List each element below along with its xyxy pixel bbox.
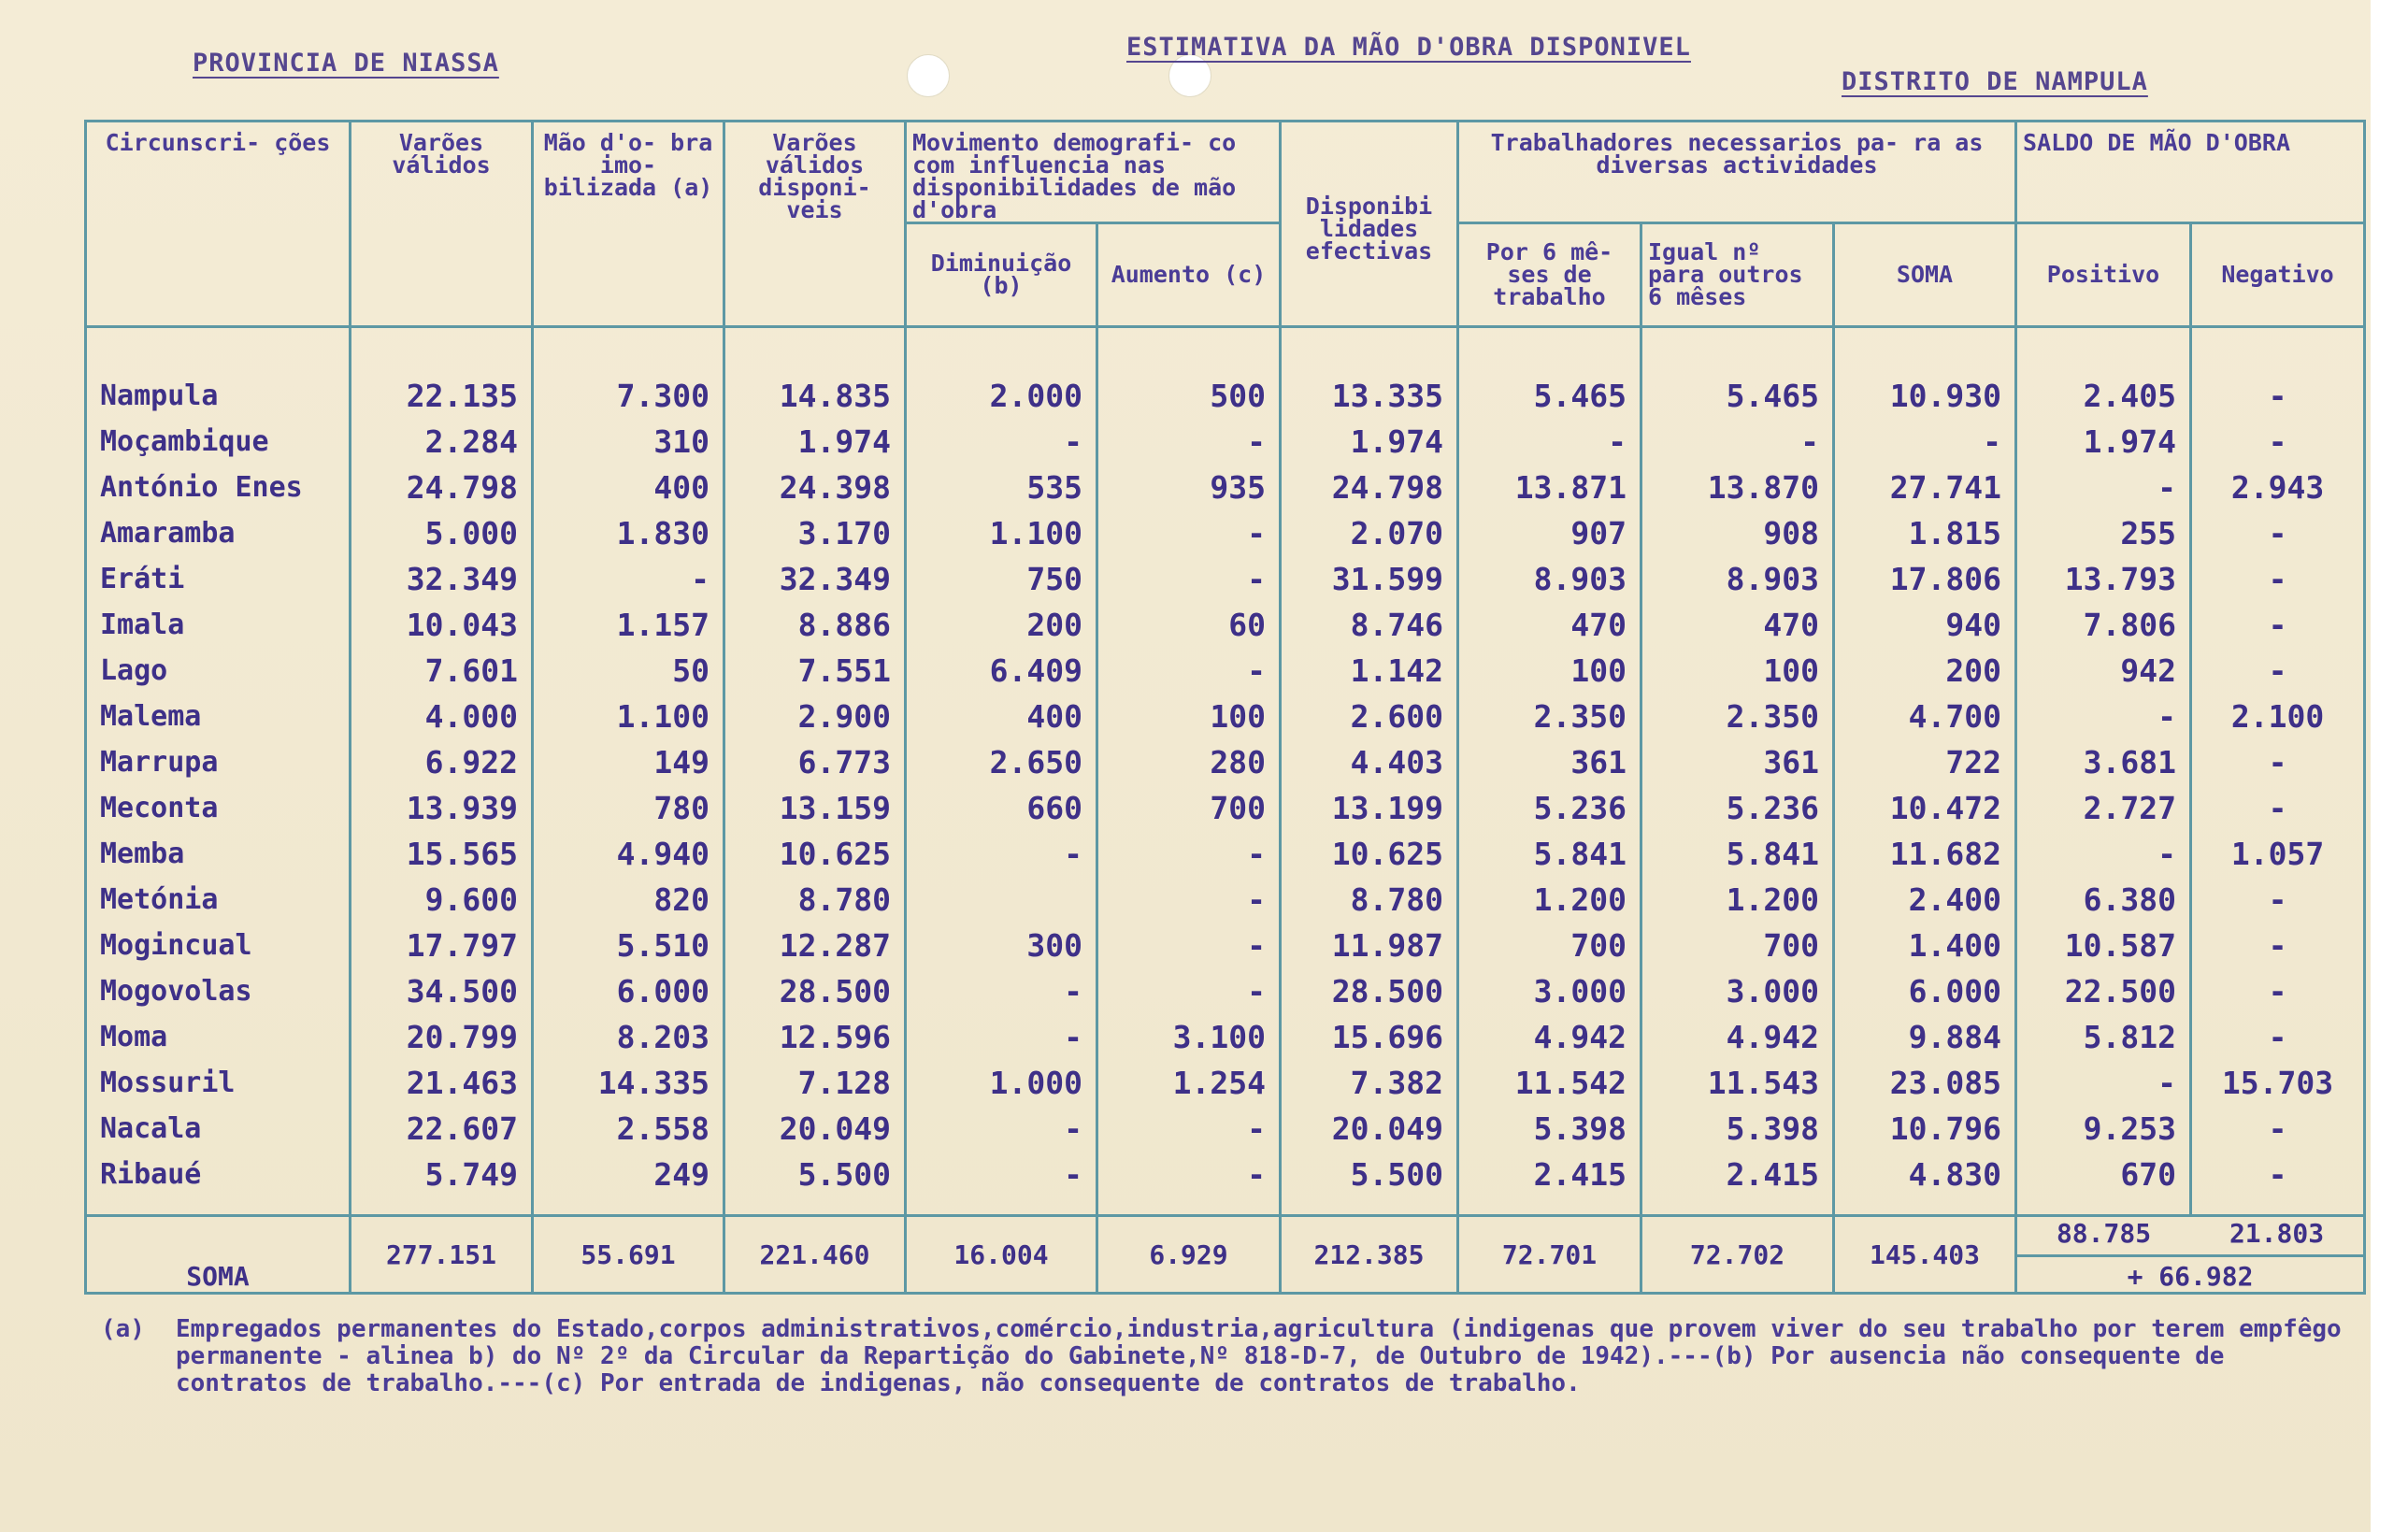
cell-igual: 2.415: [1726, 1156, 1819, 1193]
cell-aum: -: [1247, 836, 1266, 872]
cell-neg: -: [2268, 790, 2287, 826]
cell-efect: 13.199: [1331, 790, 1443, 826]
cell-aum: 700: [1210, 790, 1266, 826]
circunscricao-name: Eráti: [100, 563, 185, 595]
cell-imob: 1.157: [616, 607, 710, 643]
circunscricao-name: Amaramba: [100, 517, 236, 550]
footnote: [101, 1315, 2363, 1397]
cell-imob: 149: [653, 744, 710, 780]
circunscricao-name: Marrupa: [100, 746, 219, 779]
cell-validos: 9.600: [424, 881, 518, 918]
circunscricao-name: Mogovolas: [100, 975, 252, 1008]
cell-igual: 5.398: [1726, 1110, 1819, 1147]
imob-column: [533, 327, 724, 1216]
circunscricao-name: Lago: [100, 654, 168, 687]
cell-p6: 5.841: [1533, 836, 1627, 872]
cell-efect: 31.599: [1331, 561, 1443, 597]
cell-disp: 3.170: [797, 515, 891, 551]
cell-soma: 27.741: [1889, 469, 2002, 506]
cell-aum: -: [1247, 652, 1266, 689]
cell-igual: 13.870: [1707, 469, 1819, 506]
cell-p6: 470: [1570, 607, 1627, 643]
cell-dim: -: [1064, 836, 1082, 872]
footnote-label: (a): [101, 1315, 145, 1343]
district-heading: DISTRITO DE NAMPULA: [1842, 67, 2148, 96]
cell-p6: -: [1608, 423, 1627, 460]
cell-imob: 14.335: [597, 1065, 710, 1101]
cell-imob: 7.300: [616, 378, 710, 414]
cell-disp: 28.500: [779, 973, 891, 1009]
cell-dim: 400: [1026, 698, 1082, 735]
cell-efect: 1.974: [1350, 423, 1443, 460]
cell-validos: 4.000: [424, 698, 518, 735]
cell-neg: -: [2268, 973, 2287, 1009]
cell-dim: 660: [1026, 790, 1082, 826]
circunscricao-name: Nampula: [100, 379, 219, 412]
col-aumento: Aumento (c): [1097, 223, 1281, 327]
cell-validos: 22.135: [406, 378, 518, 414]
cell-dim: -: [1064, 1019, 1082, 1055]
cell-igual: 2.350: [1726, 698, 1819, 735]
totals-label: SOMA: [86, 1216, 351, 1294]
cell-validos: 2.284: [424, 423, 518, 460]
cell-validos: 17.797: [406, 927, 518, 964]
cell-disp: 14.835: [779, 378, 891, 414]
cell-efect: 11.987: [1331, 927, 1443, 964]
col-por-6-meses: Por 6 mê- ses de trabalho: [1458, 223, 1641, 327]
cell-neg: -: [2268, 515, 2287, 551]
cell-dim: [920, 877, 1082, 923]
col-movimento-demografico: Movimento demografi- co com influencia nas disponibilidades de mão d'obra: [906, 122, 1281, 223]
cell-pos: -: [2157, 698, 2177, 735]
cell-pos: 255: [2120, 515, 2177, 551]
cell-p6: 4.942: [1533, 1019, 1627, 1055]
total-positivo: 88.785: [2056, 1217, 2152, 1249]
aum-column: [1097, 327, 1281, 1216]
col-disponibilidades: Disponibi lidades efectivas: [1281, 122, 1458, 327]
circunscricao-name: Meconta: [100, 792, 219, 824]
cell-p6: 11.542: [1514, 1065, 1627, 1101]
cell-soma: 940: [1945, 607, 2002, 643]
cell-imob: 1.830: [616, 515, 710, 551]
neg-column: [2191, 327, 2365, 1216]
col-trabalhadores: Trabalhadores necessarios pa- ra as diversas actividades: [1458, 122, 2016, 223]
cell-soma: 722: [1945, 744, 2002, 780]
cell-neg: -: [2268, 423, 2287, 460]
cell-aum: 500: [1210, 378, 1266, 414]
cell-aum: -: [1247, 927, 1266, 964]
cell-aum: -: [1247, 881, 1266, 918]
cell-efect: 10.625: [1331, 836, 1443, 872]
cell-p6: 5.398: [1533, 1110, 1627, 1147]
circunscricao-name: Mogincual: [100, 929, 252, 962]
table-body-row: [86, 327, 2365, 1216]
cell-efect: 2.600: [1350, 698, 1443, 735]
col-negativo: Negativo: [2191, 223, 2365, 327]
cell-aum: -: [1247, 973, 1266, 1009]
cell-disp: 12.596: [779, 1019, 891, 1055]
cell-dim: 750: [1026, 561, 1082, 597]
cell-disp: 13.159: [779, 790, 891, 826]
cell-aum: -: [1247, 1156, 1266, 1193]
cell-pos: 6.380: [2083, 881, 2177, 918]
cell-p6: 1.200: [1533, 881, 1627, 918]
cell-igual: 361: [1763, 744, 1819, 780]
cell-pos: 9.253: [2083, 1110, 2177, 1147]
efect-column: [1281, 327, 1458, 1216]
cell-dim: -: [1064, 1110, 1082, 1147]
cell-efect: 7.382: [1350, 1065, 1443, 1101]
cell-p6: 13.871: [1514, 469, 1627, 506]
cell-p6: 2.415: [1533, 1156, 1627, 1193]
cell-imob: 1.100: [616, 698, 710, 735]
cell-igual: 5.465: [1726, 378, 1819, 414]
cell-p6: 5.236: [1533, 790, 1627, 826]
cell-validos: 5.749: [424, 1156, 518, 1193]
cell-imob: 310: [653, 423, 710, 460]
total-soma: 145.403: [1834, 1216, 2016, 1294]
cell-neg: -: [2268, 1019, 2287, 1055]
col-diminuicao: Diminuição (b): [906, 223, 1097, 327]
total-igual: 72.702: [1641, 1216, 1834, 1294]
col-circunscricoes: Circunscri- ções: [86, 122, 351, 327]
col-saldo: SALDO DE MÃO D'OBRA: [2016, 122, 2365, 223]
soma-column: [1834, 327, 2016, 1216]
cell-disp: 20.049: [779, 1110, 891, 1147]
circunscricao-name: Ribaué: [100, 1158, 202, 1191]
disp-column: [724, 327, 906, 1216]
cell-aum: 3.100: [1172, 1019, 1266, 1055]
cell-pos: 13.793: [2064, 561, 2177, 597]
cell-efect: 20.049: [1331, 1110, 1443, 1147]
cell-disp: 7.551: [797, 652, 891, 689]
circunscricao-name: Metónia: [100, 883, 219, 916]
cell-validos: 6.922: [424, 744, 518, 780]
cell-soma: -: [1983, 423, 2002, 460]
cell-pos: 3.681: [2083, 744, 2177, 780]
col-igual: Igual nº para outros 6 mêses: [1641, 223, 1834, 327]
cell-dim: -: [1064, 423, 1082, 460]
cell-validos: 15.565: [406, 836, 518, 872]
total-validos: 277.151: [351, 1216, 533, 1294]
cell-disp: 8.886: [797, 607, 891, 643]
cell-disp: 12.287: [779, 927, 891, 964]
cell-soma: 6.000: [1908, 973, 2002, 1009]
cell-validos: 10.043: [406, 607, 518, 643]
cell-aum: 280: [1210, 744, 1266, 780]
cell-neg: -: [2268, 378, 2287, 414]
total-negativo: 21.803: [2229, 1217, 2325, 1249]
col-varoes-disponiveis: Varões válidos disponi- veis: [724, 122, 906, 327]
cell-neg: -: [2268, 927, 2287, 964]
cell-disp: 24.398: [779, 469, 891, 506]
cell-aum: -: [1247, 561, 1266, 597]
cell-soma: 2.400: [1908, 881, 2002, 918]
cell-aum: -: [1247, 423, 1266, 460]
cell-disp: 7.128: [797, 1065, 891, 1101]
cell-soma: 200: [1945, 652, 2002, 689]
cell-imob: 8.203: [616, 1019, 710, 1055]
cell-disp: 10.625: [779, 836, 891, 872]
cell-neg: 2.943: [2230, 469, 2325, 506]
cell-validos: 34.500: [406, 973, 518, 1009]
cell-aum: -: [1247, 515, 1266, 551]
circunscricao-name: Memba: [100, 838, 185, 870]
footnote-text: Empregados permanentes do Estado,corpos administrativos,comércio,industria,agricultura (indigenas que provem viver do seu trabalho por terem empfêgo permanente - alinea b) do Nº 2º da Circular da Repartição do Gabinete,Nº 818-D-7, de Outubro de 1942).---(b) Por ausencia não consequente de contratos de trabalho.---(c) Por entrada de indigenas, não consequente de contratos de trabalho.: [176, 1315, 2342, 1397]
cell-soma: 1.400: [1908, 927, 2002, 964]
names-column: [86, 327, 351, 1216]
cell-validos: 7.601: [424, 652, 518, 689]
cell-validos: 21.463: [406, 1065, 518, 1101]
cell-pos: -: [2157, 1065, 2177, 1101]
cell-pos: 10.587: [2064, 927, 2177, 964]
cell-imob: 5.510: [616, 927, 710, 964]
cell-pos: -: [2157, 469, 2177, 506]
cell-imob: 820: [653, 881, 710, 918]
cell-dim: -: [1064, 1156, 1082, 1193]
cell-dim: 1.000: [989, 1065, 1082, 1101]
dim-column: [906, 327, 1097, 1216]
cell-aum: -: [1247, 1110, 1266, 1147]
total-aum: 6.929: [1097, 1216, 1281, 1294]
cell-neg: 2.100: [2230, 698, 2325, 735]
cell-igual: 1.200: [1726, 881, 1819, 918]
cell-pos: 670: [2120, 1156, 2177, 1193]
cell-pos: 942: [2120, 652, 2177, 689]
paper-edge: [2371, 0, 2408, 1532]
cell-aum: 100: [1210, 698, 1266, 735]
cell-soma: 4.830: [1908, 1156, 2002, 1193]
cell-validos: 32.349: [406, 561, 518, 597]
cell-pos: -: [2157, 836, 2177, 872]
cell-soma: 4.700: [1908, 698, 2002, 735]
cell-validos: 20.799: [406, 1019, 518, 1055]
p6-column: [1458, 327, 1641, 1216]
punch-hole: [907, 54, 950, 97]
cell-imob: 400: [653, 469, 710, 506]
cell-aum: 60: [1228, 607, 1266, 643]
igual-column: [1641, 327, 1834, 1216]
cell-efect: 5.500: [1350, 1156, 1443, 1193]
cell-soma: 10.796: [1889, 1110, 2002, 1147]
cell-soma: 23.085: [1889, 1065, 2002, 1101]
cell-dim: 1.100: [989, 515, 1082, 551]
cell-imob: -: [691, 561, 710, 597]
cell-igual: 908: [1763, 515, 1819, 551]
cell-soma: 9.884: [1908, 1019, 2002, 1055]
cell-neg: 15.703: [2221, 1065, 2334, 1101]
labour-estimate-table: [84, 120, 2366, 1295]
cell-disp: 1.974: [797, 423, 891, 460]
circunscricao-name: Malema: [100, 700, 202, 733]
cell-dim: -: [1064, 973, 1082, 1009]
cell-imob: 50: [672, 652, 710, 689]
cell-dim: 2.650: [989, 744, 1082, 780]
total-p6: 72.701: [1458, 1216, 1641, 1294]
cell-soma: 17.806: [1889, 561, 2002, 597]
cell-imob: 4.940: [616, 836, 710, 872]
cell-igual: 3.000: [1726, 973, 1819, 1009]
cell-pos: 7.806: [2083, 607, 2177, 643]
pos-column: [2016, 327, 2191, 1216]
cell-imob: 780: [653, 790, 710, 826]
cell-igual: 470: [1763, 607, 1819, 643]
cell-disp: 32.349: [779, 561, 891, 597]
document-title: ESTIMATIVA DA MÃO D'OBRA DISPONIVEL: [1126, 33, 1691, 62]
cell-validos: 22.607: [406, 1110, 518, 1147]
cell-dim: 535: [1026, 469, 1082, 506]
cell-igual: -: [1800, 423, 1819, 460]
cell-aum: 1.254: [1172, 1065, 1266, 1101]
cell-efect: 24.798: [1331, 469, 1443, 506]
cell-dim: 2.000: [989, 378, 1082, 414]
cell-imob: 6.000: [616, 973, 710, 1009]
cell-efect: 15.696: [1331, 1019, 1443, 1055]
cell-p6: 361: [1570, 744, 1627, 780]
cell-disp: 2.900: [797, 698, 891, 735]
cell-p6: 5.465: [1533, 378, 1627, 414]
cell-igual: 8.903: [1726, 561, 1819, 597]
net-saldo: + 66.982: [2017, 1254, 2363, 1292]
cell-pos: 1.974: [2083, 423, 2177, 460]
cell-igual: 5.841: [1726, 836, 1819, 872]
cell-p6: 8.903: [1533, 561, 1627, 597]
circunscricao-name: Moma: [100, 1021, 168, 1053]
cell-soma: 10.472: [1889, 790, 2002, 826]
cell-igual: 700: [1763, 927, 1819, 964]
cell-dim: 300: [1026, 927, 1082, 964]
col-varoes-validos: Varões válidos: [351, 122, 533, 327]
cell-disp: 6.773: [797, 744, 891, 780]
cell-soma: 11.682: [1889, 836, 2002, 872]
cell-efect: 8.780: [1350, 881, 1443, 918]
cell-aum: 935: [1210, 469, 1266, 506]
validos-column: [351, 327, 533, 1216]
cell-neg: -: [2268, 744, 2287, 780]
circunscricao-name: António Enes: [100, 471, 303, 504]
cell-igual: 4.942: [1726, 1019, 1819, 1055]
circunscricao-name: Mossuril: [100, 1067, 236, 1099]
cell-imob: 249: [653, 1156, 710, 1193]
cell-p6: 100: [1570, 652, 1627, 689]
cell-neg: -: [2268, 881, 2287, 918]
cell-disp: 5.500: [797, 1156, 891, 1193]
cell-disp: 8.780: [797, 881, 891, 918]
cell-soma: 10.930: [1889, 378, 2002, 414]
totals-row: [86, 1216, 2365, 1294]
cell-validos: 24.798: [406, 469, 518, 506]
circunscricao-name: Imala: [100, 609, 185, 641]
cell-validos: 5.000: [424, 515, 518, 551]
total-saldo: [2016, 1216, 2365, 1294]
cell-igual: 100: [1763, 652, 1819, 689]
province-heading: PROVINCIA DE NIASSA: [193, 49, 499, 78]
cell-neg: 1.057: [2230, 836, 2325, 872]
cell-dim: 200: [1026, 607, 1082, 643]
cell-dim: 6.409: [989, 652, 1082, 689]
cell-p6: 2.350: [1533, 698, 1627, 735]
cell-imob: 2.558: [616, 1110, 710, 1147]
total-imob: 55.691: [533, 1216, 724, 1294]
cell-efect: 4.403: [1350, 744, 1443, 780]
total-efect: 212.385: [1281, 1216, 1458, 1294]
total-dim: 16.004: [906, 1216, 1097, 1294]
cell-neg: -: [2268, 652, 2287, 689]
cell-p6: 700: [1570, 927, 1627, 964]
total-disp: 221.460: [724, 1216, 906, 1294]
cell-igual: 11.543: [1707, 1065, 1819, 1101]
cell-validos: 13.939: [406, 790, 518, 826]
cell-efect: 8.746: [1350, 607, 1443, 643]
col-mao-obra-imobilizada: Mão d'o- bra imo- bilizada (a): [533, 122, 724, 327]
cell-pos: 5.812: [2083, 1019, 2177, 1055]
col-soma: SOMA: [1834, 223, 2016, 327]
cell-efect: 28.500: [1331, 973, 1443, 1009]
cell-pos: 2.405: [2083, 378, 2177, 414]
circunscricao-name: Nacala: [100, 1112, 202, 1145]
cell-p6: 3.000: [1533, 973, 1627, 1009]
col-positivo: Positivo: [2016, 223, 2191, 327]
cell-efect: 2.070: [1350, 515, 1443, 551]
cell-neg: -: [2268, 561, 2287, 597]
cell-pos: 22.500: [2064, 973, 2177, 1009]
circunscricao-name: Moçambique: [100, 425, 269, 458]
cell-igual: 5.236: [1726, 790, 1819, 826]
cell-soma: 1.815: [1908, 515, 2002, 551]
cell-efect: 13.335: [1331, 378, 1443, 414]
cell-pos: 2.727: [2083, 790, 2177, 826]
cell-neg: -: [2268, 1156, 2287, 1193]
cell-efect: 1.142: [1350, 652, 1443, 689]
cell-neg: -: [2268, 607, 2287, 643]
cell-neg: -: [2268, 1110, 2287, 1147]
cell-p6: 907: [1570, 515, 1627, 551]
